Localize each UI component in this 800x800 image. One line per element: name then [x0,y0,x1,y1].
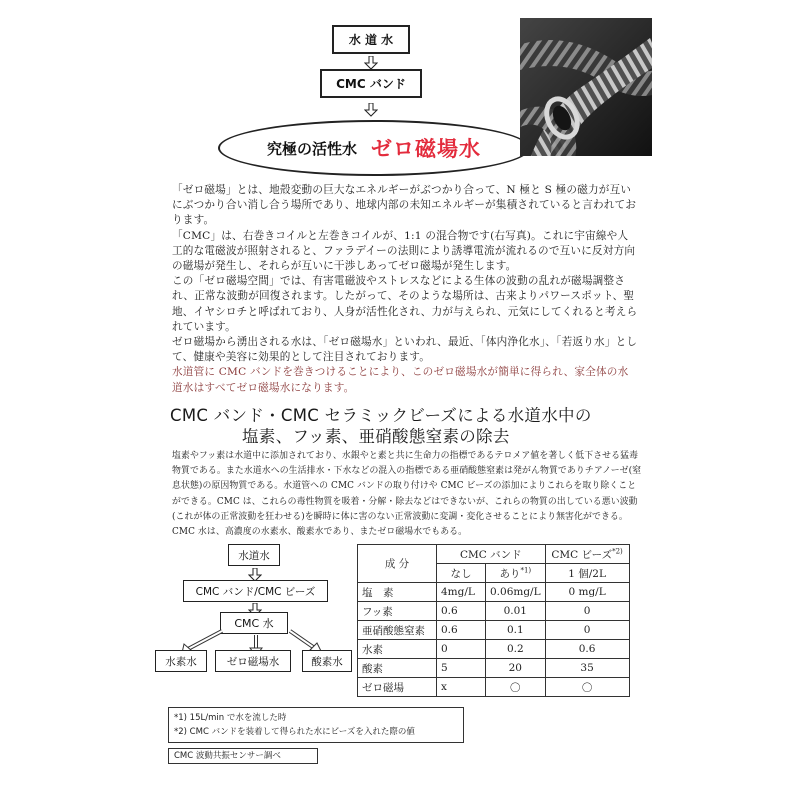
section-title-line2: 塩素、フッ素、亜硝酸態窒素の除去 [242,427,510,446]
cmc-band-box [320,69,422,98]
row-none: 0.6 [437,602,486,621]
row-with: 0.06mg/L [486,583,546,602]
row-with: 〇 [486,678,546,697]
row-name: 水素 [358,640,437,659]
row-none: 4mg/L [437,583,486,602]
component-table [357,544,630,697]
down-arrow-icon [364,103,378,117]
footnotes [168,707,464,743]
ultimate-water-oval [218,120,530,176]
header-unit: 1 個/2L [545,564,629,583]
row-beads: 0.6 [545,640,629,659]
header-with-note: *1) [520,566,532,574]
header-band: CMC バンド [437,545,546,564]
row-with: 0.01 [486,602,546,621]
source-credit [168,748,318,764]
row-none: 5 [437,659,486,678]
row-name: 塩 素 [358,583,437,602]
row-with: 20 [486,659,546,678]
row-name: フッ素 [358,602,437,621]
band-beads-label: CMC バンド/CMC ビーズ [195,585,316,598]
footnote: *2) CMC バンドを装着して得られた水にビーズを入れた際の値 [174,727,415,737]
header-with [486,564,546,583]
paragraph: 塩素やフッ素は水道中に添加されており、水銀やと素と共に生命力の指標であるテロメア値を著しく低下させる猛毒物質である。また水道水への生活排水・下水などの混入の指標である亜硝酸態窒素は発がん物質でありチアノーゼ(窒息状態)の原因物質である。水道管への CMC バンドの取り付けや CMC ビーズの添加によりこれらを取り除くことができる。CMC は、これらの毒性物質を吸着・分解・除去などはできないが、これらの物質の出している悪い波動(これが体の正常波動を狂わせる)を瞬時に体に害のない正常波動に変調・変化させることにより無害化ができる。CMC 水は、高濃度の水素水、酸素水であり、またゼロ磁場水でもある。 [172,451,642,538]
cmc-water-label: CMC 水 [234,617,274,630]
row-beads: 0 [545,602,629,621]
row-beads: 35 [545,659,629,678]
row-beads: 〇 [545,678,629,697]
zero-magnetic-water-title: ゼロ磁場水 [371,137,481,161]
header-none: なし [437,564,486,583]
zero-field-water-label: ゼロ磁場水 [226,655,280,668]
header-with-label: あり [499,567,521,580]
tap-water-box [332,25,410,54]
table-row [358,678,630,697]
highlight-note: 水道管に CMC バンドを巻きつけることにより、このゼロ磁場水が簡単に得られ、家全体の水道水はすべてゼロ磁場水になります。 [172,366,629,394]
table-row [358,602,630,621]
row-beads: 0 mg/L [545,583,629,602]
row-none: 0.6 [437,621,486,640]
row-with: 0.2 [486,640,546,659]
row-none: 0 [437,640,486,659]
row-with: 0.1 [486,621,546,640]
bottom-tap-water-box [228,544,280,566]
table-row [358,583,630,602]
section-title-line1: CMC バンド・CMC セラミックビーズによる水道水中の [170,406,592,425]
header-beads-note: *2) [612,547,623,555]
row-name: 亜硝酸態窒素 [358,621,437,640]
paragraph: ゼロ磁場から湧出される水は、「ゼロ磁場水」といわれ、最近、「体内浄化水」、「若返り水」として、健康や美容に効果的として注目されております。 [172,336,638,364]
paragraph: この「ゼロ磁場空間」では、有害電磁波やストレスなどによる生体の波動の乱れが磁場調整され、正常な波動が回復されます。したがって、そのような場所は、古来よりパワースポット、聖地、イヤシロチと呼ばれており、人身が活性化され、力が与えられ、元気にしてくれると考えられています。 [172,275,638,333]
paragraph: 「CMC」は、右巻きコイルと左巻きコイルが、1:1 の混合物です(右写真)。これに宇宙線や人工的な電磁波が照射されると、ファラデイーの法則により誘導電流が流れるので互いに反対方向の磁場が発生し、それらが互いに干渉しあってゼロ磁場が発生します。 [172,229,636,273]
hydrogen-water-label: 水素水 [165,655,197,668]
cmc-band-label: CMC バンド [336,77,406,91]
table-row [358,640,630,659]
section-body [172,449,644,540]
tap-water-label: 水 道 水 [348,33,394,47]
header-component: 成 分 [358,545,437,583]
hydrogen-water-box [155,650,207,672]
row-beads: 0 [545,621,629,640]
oxygen-water-label: 酸素水 [311,655,343,668]
header-beads [545,545,629,564]
intro-text [172,183,638,396]
source-credit-label: CMC 波動共振センサー調べ [174,751,281,761]
down-arrow-icon [364,56,378,70]
oxygen-water-box [302,650,352,672]
band-beads-box [183,580,328,602]
header-beads-label: CMC ビーズ [551,548,613,561]
bottom-tap-water-label: 水道水 [238,549,270,562]
footnote: *1) 15L/min で水を流した時 [174,713,287,723]
zero-field-water-box [215,650,291,672]
table-row [358,621,630,640]
table-row [358,659,630,678]
row-name: ゼロ磁場 [358,678,437,697]
section-title [170,405,650,447]
paragraph: 「ゼロ磁場」とは、地殻変動の巨大なエネルギーがぶつかり合って、N 極と S 極の磁力が互いにぶつかり合い消し合う場所であり、地球内部の未知エネルギーが集積されていると言われております。 [172,184,637,227]
cmc-coil-photo [520,18,652,156]
oval-prefix: 究極の活性水 [266,139,357,158]
row-none: x [437,678,486,697]
table-header-row [358,545,630,564]
row-name: 酸素 [358,659,437,678]
